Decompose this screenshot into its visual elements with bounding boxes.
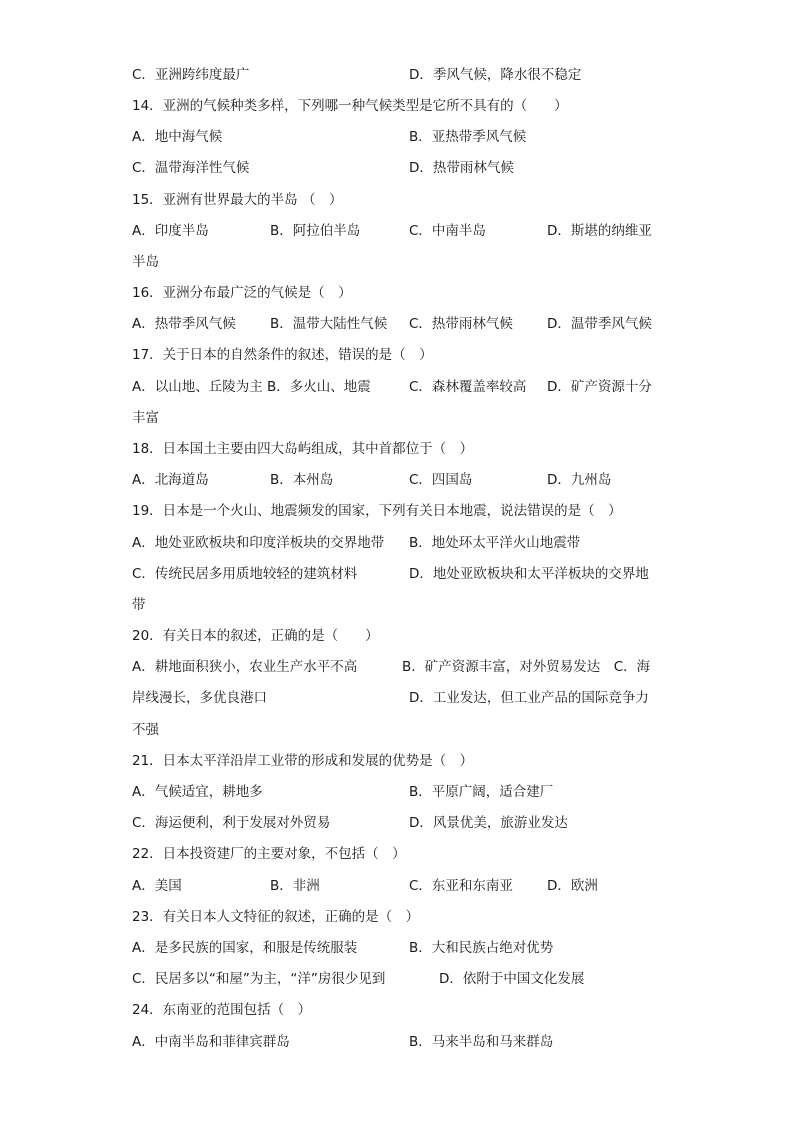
q21-options-ab [132,780,672,804]
q15-option-b[interactable]: B．阿拉伯半岛 [270,223,361,239]
q20-options-abc [132,655,672,679]
q18-option-c[interactable]: C．四国岛 [409,472,473,488]
q23-options-ab [132,936,672,960]
q15-stem: 15．亚洲有世界最大的半岛 （ ） [132,192,343,208]
q20-option-d[interactable]: D．工业发达，但工业产品的国际竞争力 [409,690,649,706]
q16-option-d[interactable]: D．温带季风气候 [547,316,652,332]
q14-option-a[interactable]: A．地中海气候 [132,129,223,145]
q14-options-ab [132,125,672,149]
q14-options-cd [132,156,672,180]
q17-option-d-cont: 丰富 [132,410,159,426]
q20-stem: 20．有关日本的叙述，正确的是（ ） [132,628,379,644]
q16-options [132,312,672,336]
q16-option-b[interactable]: B．温带大陆性气候 [270,316,388,332]
q18-option-a[interactable]: A．北海道岛 [132,472,209,488]
q19-options-cd [132,562,672,586]
q21-option-d[interactable]: D．风景优美，旅游业发达 [409,815,568,831]
q18-stem: 18．日本国土主要由四大岛屿组成，其中首都位于（ ） [132,441,474,457]
q17-stem: 17．关于日本的自然条件的叙述，错误的是（ ） [132,347,433,363]
q22-option-a[interactable]: A．美国 [132,878,182,894]
q20-option-a[interactable]: A．耕地面积狭小，农业生产水平不高 [132,659,358,675]
q22-option-b[interactable]: B．非洲 [270,878,320,894]
q19-options-ab [132,531,672,555]
q16-stem: 16．亚洲分布最广泛的气候是（ ） [132,285,352,301]
q16-option-c[interactable]: C．热带雨林气候 [409,316,513,332]
q19-option-d[interactable]: D．地处亚欧板块和太平洋板块的交界地 [409,566,649,582]
q19-stem: 19．日本是一个火山、地震频发的国家，下列有关日本地震，说法错误的是（ ） [132,503,622,519]
q20-option-b[interactable]: B．矿产资源丰富，对外贸易发达 C．海 [402,659,651,675]
q19-option-d-cont: 带 [132,597,146,613]
q13-option-c[interactable]: C．亚洲跨纬度最广 [132,67,250,83]
q14-option-c[interactable]: C．温带海洋性气候 [132,160,250,176]
q20-option-d-cont: 不强 [132,722,159,738]
q22-options [132,874,672,898]
q17-option-ab[interactable]: A．以山地、丘陵为主 B．多火山、地震 [132,379,371,395]
q13-options-cd [132,63,672,87]
q23-option-a[interactable]: A．是多民族的国家，和服是传统服装 [132,940,358,956]
q23-options-cd [132,967,672,991]
q21-option-c[interactable]: C．海运便利，利于发展对外贸易 [132,815,331,831]
q17-option-c[interactable]: C．森林覆盖率较高 [409,379,527,395]
q17-options [132,375,672,399]
q24-option-a[interactable]: A．中南半岛和菲律宾群岛 [132,1034,290,1050]
q18-option-d[interactable]: D．九州岛 [547,472,612,488]
q18-option-b[interactable]: B．本州岛 [270,472,334,488]
q24-stem: 24．东南亚的范围包括（ ） [132,1002,312,1018]
q19-option-a[interactable]: A．地处亚欧板块和印度洋板块的交界地带 [132,535,385,551]
q18-options [132,468,672,492]
q21-option-a[interactable]: A．气候适宜，耕地多 [132,784,263,800]
q15-option-d[interactable]: D．斯堪的纳维亚 [547,223,652,239]
q24-options-ab [132,1030,672,1054]
q21-option-b[interactable]: B．平原广阔，适合建厂 [409,784,554,800]
q20-options-cd [132,686,672,710]
q23-option-b[interactable]: B．大和民族占绝对优势 [409,940,554,956]
q21-stem: 21．日本太平洋沿岸工业带的形成和发展的优势是（ ） [132,753,474,769]
q14-stem: 14．亚洲的气候种类多样，下列哪一种气候类型是它所不具有的（ ） [132,98,568,114]
q15-option-c[interactable]: C．中南半岛 [409,223,486,239]
q22-stem: 22．日本投资建厂的主要对象，不包括（ ） [132,846,406,862]
q20-option-c-cont[interactable]: 岸线漫长，多优良港口 [132,690,267,706]
q23-option-c[interactable]: C．民居多以“和屋”为主，“洋”房很少见到 [132,971,386,987]
q15-option-a[interactable]: A．印度半岛 [132,223,209,239]
q14-option-b[interactable]: B．亚热带季风气候 [409,129,527,145]
q19-option-b[interactable]: B．地处环太平洋火山地震带 [409,535,581,551]
q16-option-a[interactable]: A．热带季风气候 [132,316,236,332]
q15-option-d-cont: 半岛 [132,254,159,270]
q24-option-b[interactable]: B．马来半岛和马来群岛 [409,1034,554,1050]
q22-option-c[interactable]: C．东亚和东南亚 [409,878,513,894]
q23-option-d[interactable]: D．依附于中国文化发展 [439,971,585,987]
q14-option-d[interactable]: D．热带雨林气候 [409,160,514,176]
q13-option-d[interactable]: D．季风气候，降水很不稳定 [409,67,582,83]
q22-option-d[interactable]: D．欧洲 [547,878,598,894]
q19-option-c[interactable]: C．传统民居多用质地较轻的建筑材料 [132,566,358,582]
q17-option-d[interactable]: D．矿产资源十分 [547,379,652,395]
q15-options [132,219,672,243]
q23-stem: 23．有关日本人文特征的叙述，正确的是（ ） [132,909,420,925]
q21-options-cd [132,811,672,835]
